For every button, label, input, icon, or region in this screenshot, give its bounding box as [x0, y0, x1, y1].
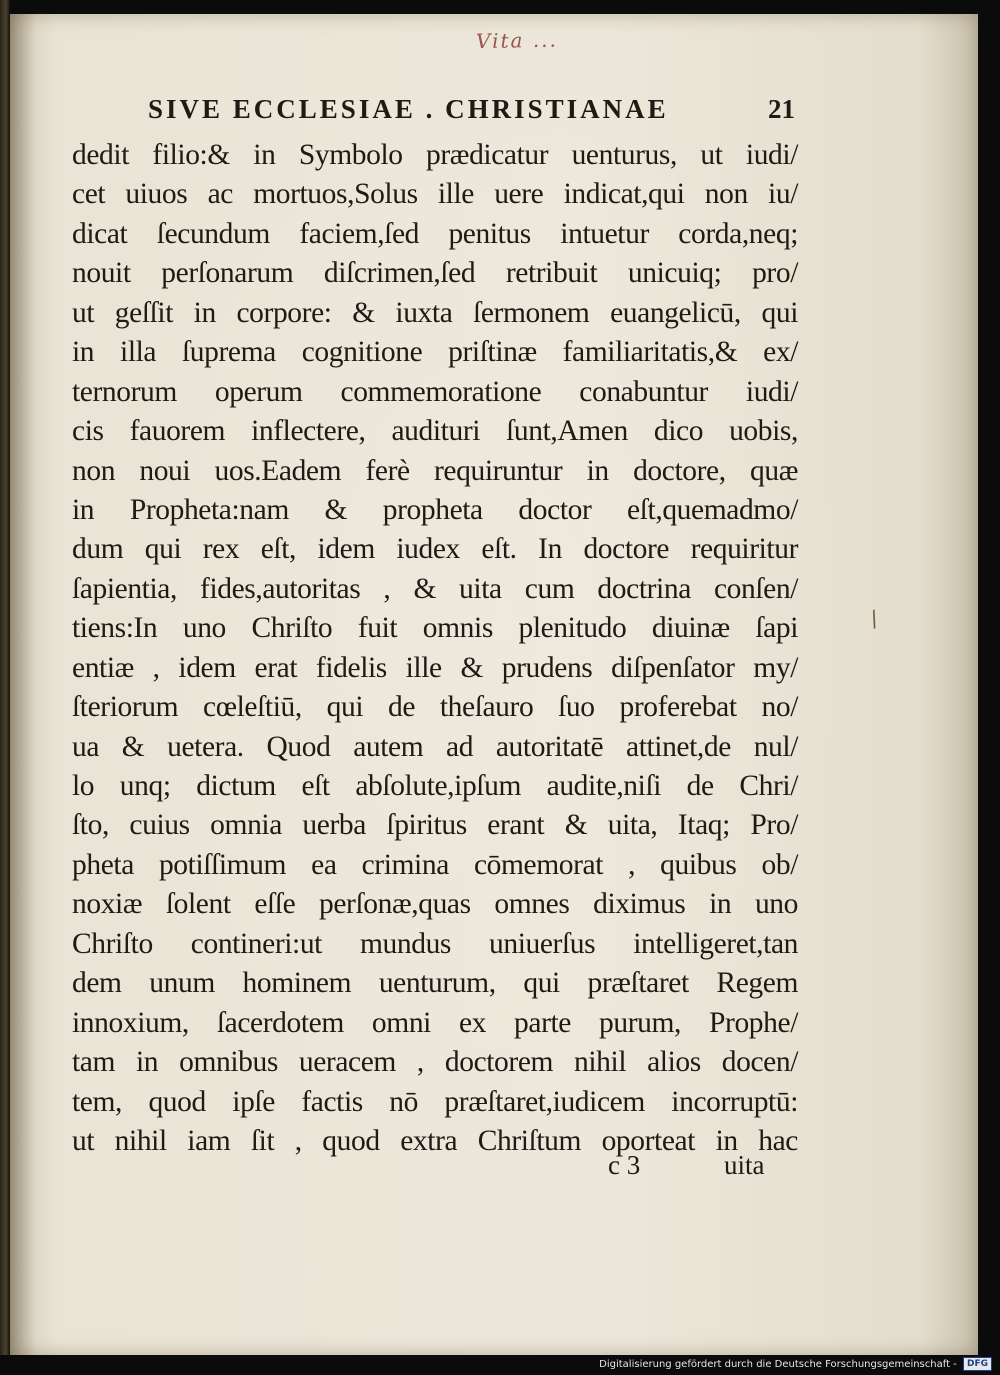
text-line: tem, quod ipſe factis nō præſtaret,iudicem incorruptū: — [72, 1085, 798, 1118]
dfg-logo: DFG — [963, 1357, 992, 1371]
text-line: dem unum hominem uenturum, qui præſtaret Regem — [72, 967, 798, 1000]
text-line: ut geſſit in corpore: & iuxta ſermonem euangelicū, qui — [72, 296, 798, 329]
body-text — [72, 136, 798, 1161]
text-line: ternorum operum commemoratione conabuntur iudi/ — [72, 375, 798, 408]
page-gutter-shadow — [10, 14, 36, 1355]
text-line: entiæ , idem erat fidelis ille & prudens diſpenſator my/ — [72, 651, 798, 684]
text-line: ua & uetera. Quod autem ad autoritatē attinet,de nul/ — [72, 730, 798, 763]
text-line: dedit filio:& in Symbolo prædicatur uenturus, ut iudi/ — [72, 139, 798, 171]
text-line: Chriſto contineri:ut mundus uniuerſus intelligeret,tan — [72, 927, 798, 960]
text-line: ſteriorum cœleſtiū, qui de theſauro ſuo proferebat no/ — [72, 691, 798, 724]
text-line: nouit perſonarum diſcrimen,ſed retribuit unicuiq; pro/ — [72, 257, 798, 290]
credit-text: Digitalisierung gefördert durch die Deutsche Forschungsgemeinschaft - — [599, 1359, 957, 1370]
text-line: ut nihil iam ſit , quod extra Chriſtum oporteat in hac — [72, 1124, 798, 1157]
digitization-credit — [599, 1357, 992, 1373]
catchword: uita — [724, 1150, 765, 1180]
text-line: tam in omnibus ueracem , doctorem nihil alios docen/ — [72, 1046, 798, 1079]
text-line: tiens:In uno Chriſto fuit omnis plenitudo diuinæ ſapi — [72, 612, 798, 645]
text-line: lo unq; dictum eſt abſolute,ipſum audite,niſi de Chri/ — [72, 770, 798, 802]
text-line: ſapientia, fides,autoritas , & uita cum doctrina conſen/ — [72, 572, 798, 605]
text-line: in illa ſuprema cognitione priſtinæ familiaritatis,& ex/ — [72, 336, 798, 369]
text-line: pheta potiſſimum ea crimina cōmemorat , quibus ob/ — [72, 848, 798, 881]
text-line: cet uiuos ac mortuos,Solus ille uere indicat,qui non iu/ — [72, 178, 798, 211]
folio-number: 21 — [768, 94, 795, 124]
text-line: non noui uos.Eadem ferè requiruntur in doctore, quæ — [72, 454, 798, 487]
book-spine-edge — [0, 0, 10, 1355]
text-line: ſto, cuius omnia uerba ſpiritus erant & uita, Itaq; Pro/ — [72, 809, 798, 842]
signature-mark: c 3 — [608, 1150, 641, 1180]
text-line: dicat ſecundum faciem,ſed penitus intuetur corda,neq; — [72, 217, 798, 250]
text-line: innoxium, ſacerdotem omni ex parte purum, Prophe/ — [72, 1006, 798, 1039]
text-line: noxiæ ſolent eſſe perſonæ,quas omnes diximus in uno — [72, 888, 798, 921]
handwritten-annotation: Vita ... — [475, 27, 559, 54]
running-head: SIVE ECCLESIAE . CHRISTIANAE — [148, 94, 669, 124]
book-page — [10, 14, 978, 1355]
text-line: in Propheta:nam & propheta doctor eſt,quemadmo/ — [72, 493, 798, 526]
margin-pen-mark: / — [866, 606, 883, 633]
text-line: dum qui rex eſt, idem iudex eſt. In doctore requiritur — [72, 533, 798, 566]
text-line: cis fauorem inflectere, audituri ſunt,Amen dico uobis, — [72, 415, 798, 448]
